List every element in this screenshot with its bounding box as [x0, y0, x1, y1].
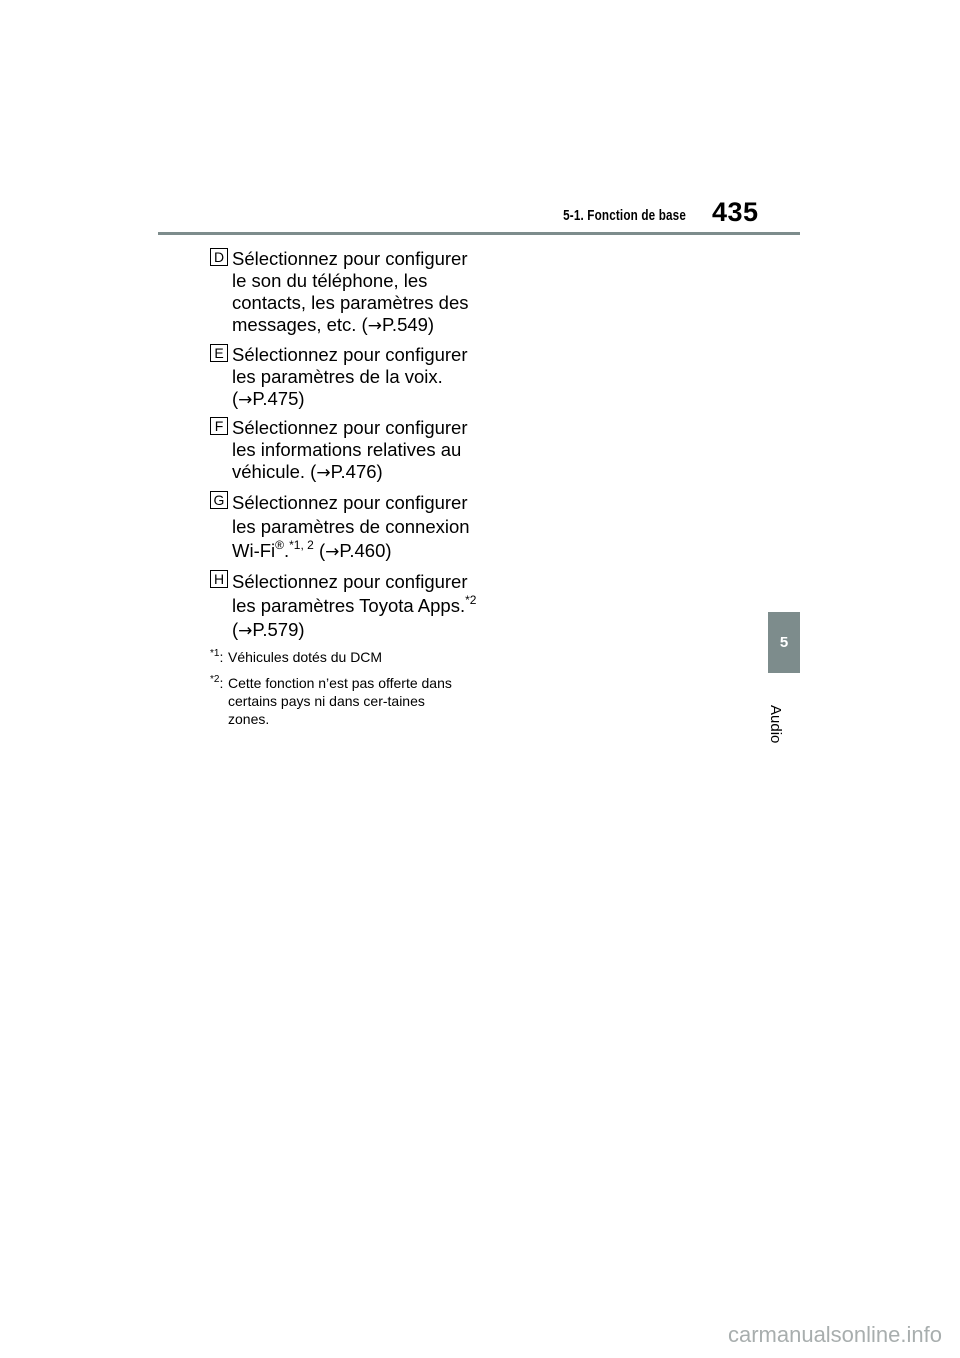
- list-item-f: [210, 417, 480, 484]
- item-paren: (: [313, 540, 326, 561]
- item-text: [232, 248, 480, 337]
- list-item-d: [210, 248, 480, 337]
- footnote-colon: :: [219, 675, 224, 691]
- page-number: 435: [712, 197, 759, 227]
- arrow-icon: →: [325, 542, 340, 562]
- item-text: [232, 491, 480, 564]
- footnote-mark: [210, 674, 223, 692]
- item-letter-badge: D: [210, 248, 228, 266]
- list-item-h: [210, 570, 480, 643]
- page-ref-link[interactable]: P.549): [381, 314, 435, 335]
- item-description: Sélectionnez pour configurer les paramètres Toyota Apps.: [232, 571, 468, 616]
- item-letter-badge: G: [210, 491, 228, 509]
- footnote-text: Véhicules dotés du DCM: [228, 649, 383, 665]
- arrow-icon: →: [238, 621, 253, 641]
- item-text: [232, 344, 480, 411]
- registered-mark: ®: [275, 538, 284, 552]
- footnote-number: *2: [210, 674, 220, 685]
- item-text: [232, 570, 480, 643]
- footnote-marker: *2: [465, 593, 477, 607]
- item-letter-badge: F: [210, 417, 228, 435]
- arrow-icon: →: [238, 390, 253, 410]
- item-letter-badge: H: [210, 570, 228, 588]
- header-rule: [158, 232, 800, 235]
- page-ref-link[interactable]: P.475): [252, 388, 305, 409]
- footnote-text: Cette fonction n’est pas offerte dans certains pays ni dans cer-taines zones.: [228, 675, 452, 727]
- watermark: carmanualsonline.info: [727, 1322, 942, 1347]
- footnote-colon: :: [219, 649, 224, 665]
- chapter-number: 5: [779, 634, 789, 651]
- section-title: 5-1. Fonction de base: [563, 207, 686, 224]
- list-item-e: [210, 344, 480, 411]
- list-item-g: [210, 491, 480, 564]
- footnote-1: [210, 648, 480, 666]
- page-ref-link[interactable]: P.460): [339, 540, 392, 561]
- item-description: Sélectionnez pour configurer les paramètres de la voix. (: [232, 344, 468, 409]
- page-ref-link[interactable]: P.579): [252, 619, 305, 640]
- footnote-marker: *1, 2: [289, 538, 314, 552]
- item-description: Sélectionnez pour configurer les informations relatives au véhicule. (: [232, 417, 468, 482]
- footnote-2: [210, 674, 480, 728]
- chapter-name: Audio: [767, 705, 784, 744]
- item-paren: (: [232, 619, 239, 640]
- chapter-tab: [768, 612, 800, 673]
- item-description: Sélectionnez pour configurer le son du téléphone, les contacts, les paramètres des messages, etc. (: [232, 248, 469, 335]
- footnote-number: *1: [210, 648, 220, 659]
- item-description: Sélectionnez pour configurer les paramètres de connexion Wi-Fi: [232, 492, 470, 561]
- footnote-mark: [210, 648, 223, 666]
- item-letter-badge: E: [210, 344, 228, 362]
- arrow-icon: →: [316, 463, 331, 483]
- arrow-icon: →: [367, 316, 382, 336]
- item-text: [232, 417, 480, 484]
- page-ref-link[interactable]: P.476): [330, 461, 383, 482]
- item-punctuation: .: [284, 540, 290, 561]
